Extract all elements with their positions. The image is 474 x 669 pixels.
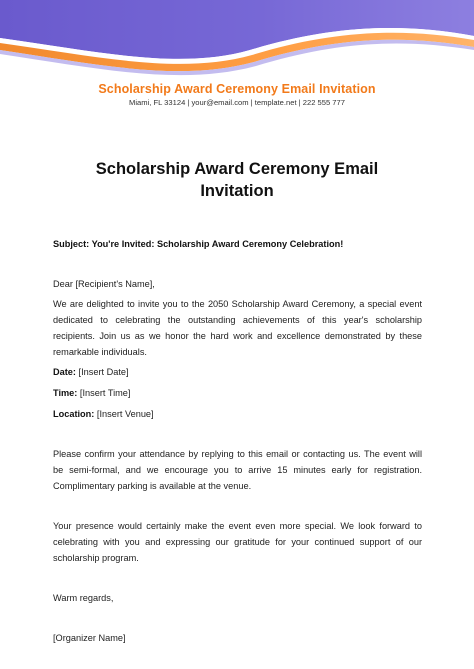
document-title: Scholarship Award Ceremony Email Invitation (95, 160, 379, 200)
location-label: Location: (53, 409, 95, 419)
time-line (53, 385, 422, 401)
time-label: Time: (53, 388, 78, 398)
header-brand-title: Scholarship Award Ceremony Email Invitation (98, 82, 376, 96)
date-value: [Insert Date] (75, 367, 129, 377)
greeting: Dear [Recipient's Name], (53, 279, 155, 289)
rsvp-paragraph: Please confirm your attendance by replying to this email or contacting us. The event will be semi-formal, and we encourage you to arrive 15 minutes early for registration. Complimentary parking is available at the venue. (53, 449, 422, 491)
intro-paragraph: We are delighted to invite you to the 2050 Scholarship Award Ceremony, a special event dedicated to celebrating the outstanding achievements of this year's scholarship recipients. Join us as we honor the hard work and excellence demonstrated by these remarkable individuals. (53, 299, 422, 357)
header-wave-decoration (0, 0, 474, 80)
location-value: [Insert Venue] (94, 409, 154, 419)
location-line (53, 406, 422, 422)
date-label: Date: (53, 367, 76, 377)
email-subject: Subject: You're Invited: Scholarship Award Ceremony Celebration! (53, 239, 344, 249)
date-line (53, 364, 422, 380)
sign-off: Warm regards, (53, 593, 114, 603)
closing-paragraph: Your presence would certainly make the event even more special. We look forward to celebrating with you and expressing our gratitude for your continued support of our scholarship program. (53, 521, 422, 563)
document-body (53, 236, 422, 646)
organizer-signature: [Organizer Name] (53, 633, 126, 643)
header-contact-line: Miami, FL 33124 | your@email.com | template.net | 222 555 777 (129, 98, 345, 107)
time-value: [Insert Time] (77, 388, 131, 398)
